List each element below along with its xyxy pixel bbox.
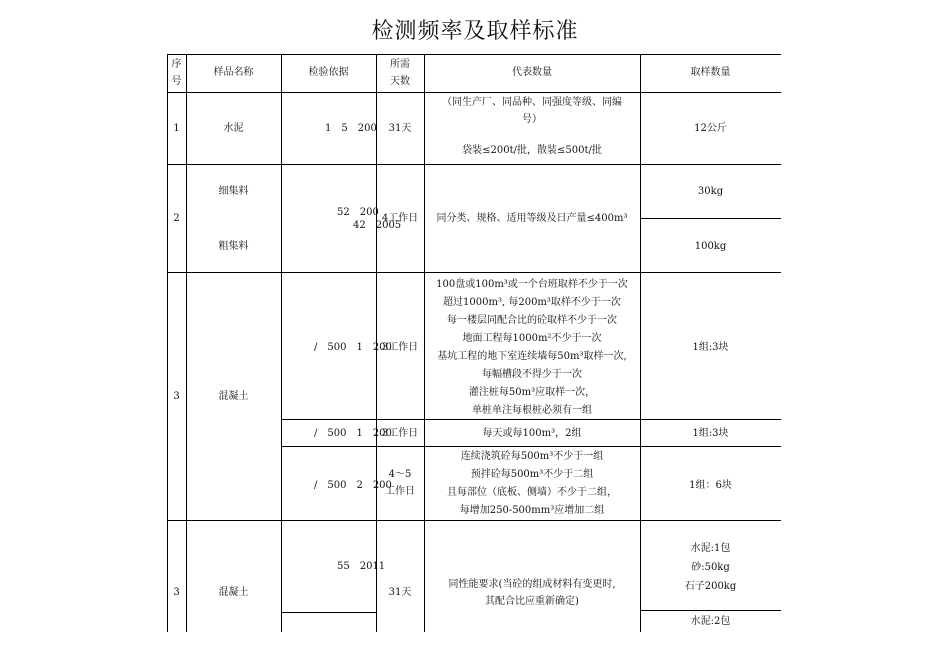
row2-sample-coarse: 100kg (694, 241, 727, 252)
row2-basis: 52 200 42 2005 (337, 207, 402, 231)
row3b-sample: 1组:3块 (692, 428, 729, 439)
header-seq: 序 号 (171, 59, 182, 87)
row1-sample: 12公斤 (694, 123, 727, 134)
row2-sample-fine: 30kg (697, 186, 724, 197)
row3a-days: 3工作日 (381, 342, 419, 353)
header-days: 所需 天数 (390, 59, 410, 87)
row4-qty: 同性能要求(当砼的组成材料有变更时, 其配合比应重新确定) (448, 579, 616, 607)
header-quantity: 代表数量 (512, 67, 552, 78)
header-basis: 检验依据 (308, 67, 349, 78)
row3b-basis: / 500 1 200 (314, 428, 392, 439)
row1-qty: （同生产厂、同品种、同强度等级、同编 号） 袋装≤200t/批，散装≤500t/批 (442, 97, 622, 156)
header-bottom-border (167, 92, 781, 93)
col-seq-border (186, 54, 187, 632)
row3b-bottom-border (281, 446, 781, 447)
row1-days: 31天 (388, 123, 412, 134)
row4-split-border (281, 612, 376, 613)
table-top-border (167, 54, 781, 55)
row3b-qty: 每天或每100m³，2组 (482, 428, 582, 439)
row4-sample: 水泥:1包 砂:50kg 石子200kg (684, 543, 737, 592)
row3a-sample: 1组:3块 (692, 342, 729, 353)
row1-seq: 1 (173, 123, 180, 134)
row2-days: 4工作日 (381, 213, 419, 224)
row4-basis: 55 2011 (337, 561, 386, 572)
row4-seq: 3 (173, 587, 180, 598)
row3a-basis: / 500 1 200 (314, 342, 392, 353)
row2-name-fine: 细集料 (218, 186, 249, 197)
row3c-sample: 1组：6块 (689, 480, 732, 491)
row2-qty: 同分类、规格、适用等级及日产量≤400m³ (436, 213, 628, 224)
col-name-border (281, 54, 282, 632)
row3c-basis: / 500 2 200 (314, 480, 392, 491)
row2-seq: 2 (173, 213, 180, 224)
row2-name-coarse: 粗集料 (218, 241, 249, 252)
row1-name: 水泥 (223, 123, 244, 134)
row1-basis: 1 5 200 (325, 123, 377, 134)
row4-name: 混凝土 (218, 587, 249, 598)
row1-bottom-border (167, 164, 781, 165)
document-title: 检测频率及取样标准 (371, 19, 579, 44)
row2-split-border (640, 218, 781, 219)
header-sample: 取样数量 (690, 67, 731, 78)
row3-seq: 3 (173, 391, 180, 402)
row3a-qty: 100盘或100m³或一个台班取样不少于一次 超过1000m³, 每200m³取样不少于一次 每一楼层同配合比的砼取样不少于一次 地面工程每1000m²不少于一次 基坑工程的地下室连续墙每50m³取样一次, 每幅槽段不得少于一次 灌注桩每50m³应取样一次， 单桩单注每根桩必须有一组 (436, 279, 628, 416)
header-name: 样品名称 (213, 67, 254, 78)
row3-name: 混凝土 (218, 391, 249, 402)
row3b-days: 3工作日 (381, 428, 419, 439)
table-left-border (167, 54, 168, 632)
row3c-days: 4～5 工作日 (385, 469, 415, 497)
row4-days: 31天 (388, 587, 412, 598)
row3c-qty: 连续浇筑砼每500m³不少于一组 预拌砼每500m³不少于二组 且每部位（底板、侧墙）不少于二组， 每增加250-500mm³应增加二组 (447, 451, 617, 516)
row4-sample-split-border (640, 610, 781, 611)
row2-bottom-border (167, 272, 781, 273)
row3-bottom-border (167, 520, 781, 521)
row4-sample-next: 水泥:2包 (690, 616, 731, 627)
